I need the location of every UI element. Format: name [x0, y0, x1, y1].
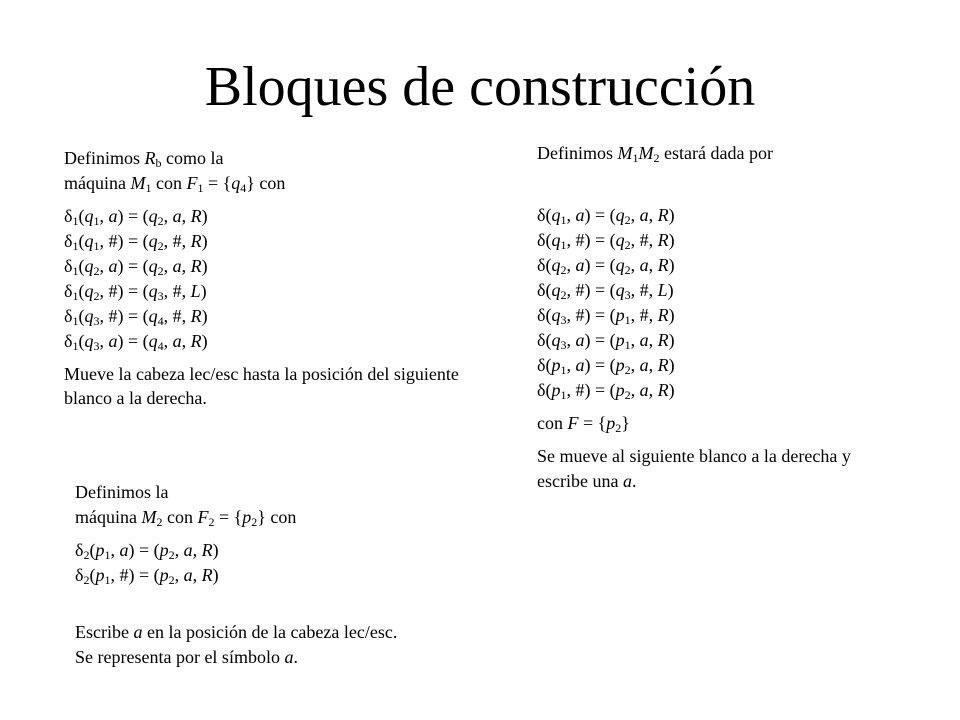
m1m2-description-line-1: Se mueve al siguiente blanco a la derecha y — [537, 446, 851, 466]
m2-intro-line-2: máquina $M_2$ con $F_2 = \{p_2\}$ con — [75, 507, 297, 529]
m1m2-transition: $\delta(p_1$, $a) = (p_2$, a, R) — [537, 355, 675, 377]
rb-transition: $\delta_1(q_1$, $a) = (q_2$, a, R) — [64, 206, 208, 228]
m1m2-transition: $\delta(q_2$, #) = ($q_3$, #, L) — [537, 280, 674, 302]
m2-description-line-1: Escribe a en la posición de la cabeza lec/esc. — [75, 622, 398, 642]
slide-title: Bloques de construcción — [204, 56, 756, 118]
m2-transition: $\delta_2(p_1$, #) = ($p_2$, a, R) — [75, 565, 219, 587]
m1m2-transition: $\delta(q_3$, #) = ($p_1$, #, R) — [537, 305, 675, 327]
m1m2-transition: $\delta(q_3$, $a) = (p_1$, a, R) — [537, 330, 675, 352]
m1m2-definition-block — [537, 141, 937, 494]
m2-intro-line-1: Definimos la — [75, 482, 169, 502]
rb-transition: $\delta_1(q_2$, $a) = (q_2$, a, R) — [64, 256, 208, 278]
rb-intro-line-1: Definimos $R_b$ como la — [64, 148, 224, 170]
m2-transition: $\delta_2(p_1$, $a) = (p_2$, a, R) — [75, 540, 219, 562]
m2-definition-block — [75, 480, 495, 670]
rb-transition: $\delta_1(q_2$, #) = ($q_3$, #, L) — [64, 281, 207, 303]
rb-definition-block — [64, 146, 484, 410]
rb-intro-line-2: máquina $M_1$ con $F_1 = \{q_4\}$ con — [64, 173, 286, 195]
rb-transition: $\delta_1(q_1$, #) = ($q_2$, #, R) — [64, 231, 208, 253]
m1m2-final-condition: con $F = \{p_2\}$ — [537, 413, 630, 435]
m1m2-intro: Definimos $M_1M_2$ estará dada por — [537, 143, 773, 165]
rb-transition: $\delta_1(q_3$, #) = ($q_4$, #, R) — [64, 306, 208, 328]
rb-description: Mueve la cabeza lec/esc hasta la posición del siguiente blanco a la derecha. — [64, 364, 459, 408]
m1m2-transition: $\delta(q_2$, $a) = (q_2$, a, R) — [537, 255, 675, 277]
m1m2-description-line-2: escribe una a. — [537, 471, 637, 491]
m1m2-transition: $\delta(q_1$, #) = ($q_2$, #, R) — [537, 230, 675, 252]
m2-description-line-2: Se representa por el símbolo a. — [75, 647, 298, 667]
m1m2-transition: $\delta(q_1$, $a) = (q_2$, a, R) — [537, 205, 675, 227]
rb-transition: $\delta_1(q_3$, $a) = (q_4$, a, R) — [64, 331, 208, 353]
m1m2-transition: $\delta(p_1$, #) = ($p_2$, a, R) — [537, 380, 675, 402]
